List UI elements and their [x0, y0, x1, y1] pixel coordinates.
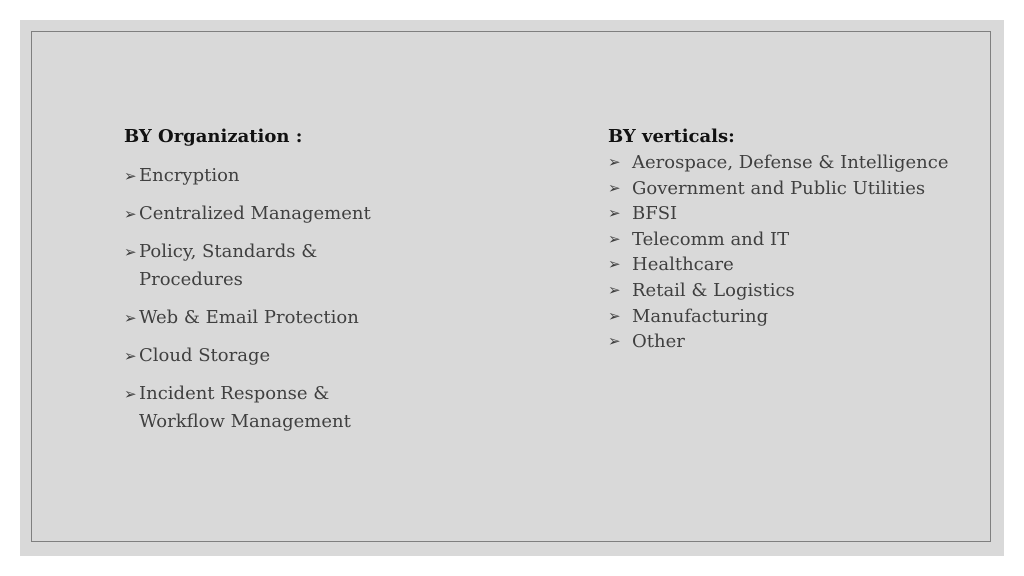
list-item: ➢ Government and Public Utilities: [608, 176, 988, 202]
arrow-bullet-icon: ➢: [608, 306, 621, 325]
arrow-bullet-icon: ➢: [608, 229, 621, 248]
verticals-heading: BY verticals:: [608, 126, 735, 147]
arrow-bullet-icon: ➢: [608, 255, 621, 274]
list-item: ➢ Retail & Logistics: [608, 278, 988, 304]
list-item: ➢ Cloud Storage: [124, 342, 424, 370]
arrow-bullet-icon: ➢: [608, 153, 621, 171]
list-item: ➢ Other: [608, 329, 988, 355]
list-item: ➢ Telecomm and IT: [608, 227, 988, 253]
list-item: ➢ Aerospace, Defense & Intelligence: [608, 150, 988, 176]
list-item: ➢ Policy, Standards & Procedures: [124, 238, 424, 294]
arrow-bullet-icon: ➢: [124, 309, 137, 327]
verticals-list: [608, 150, 988, 355]
arrow-bullet-icon: ➢: [124, 205, 137, 223]
list-item: ➢ Manufacturing: [608, 304, 988, 330]
organization-list: [124, 162, 424, 436]
list-item: ➢ Incident Response & Workflow Management: [124, 380, 424, 436]
arrow-bullet-icon: ➢: [124, 243, 137, 261]
arrow-bullet-icon: ➢: [124, 167, 137, 185]
arrow-bullet-icon: ➢: [608, 178, 621, 197]
list-item: ➢ BFSI: [608, 201, 988, 227]
slide: [20, 20, 1004, 556]
arrow-bullet-icon: ➢: [124, 385, 137, 403]
list-item: ➢ Centralized Management: [124, 200, 424, 228]
list-item: ➢ Healthcare: [608, 252, 988, 278]
organization-heading: BY Organization :: [124, 126, 303, 147]
arrow-bullet-icon: ➢: [608, 204, 621, 223]
verticals-column: [608, 124, 988, 355]
arrow-bullet-icon: ➢: [608, 332, 621, 351]
list-item: ➢ Web & Email Protection: [124, 304, 424, 332]
arrow-bullet-icon: ➢: [124, 347, 137, 365]
list-item: ➢ Encryption: [124, 162, 424, 190]
organization-column: [124, 124, 424, 446]
arrow-bullet-icon: ➢: [608, 280, 621, 299]
